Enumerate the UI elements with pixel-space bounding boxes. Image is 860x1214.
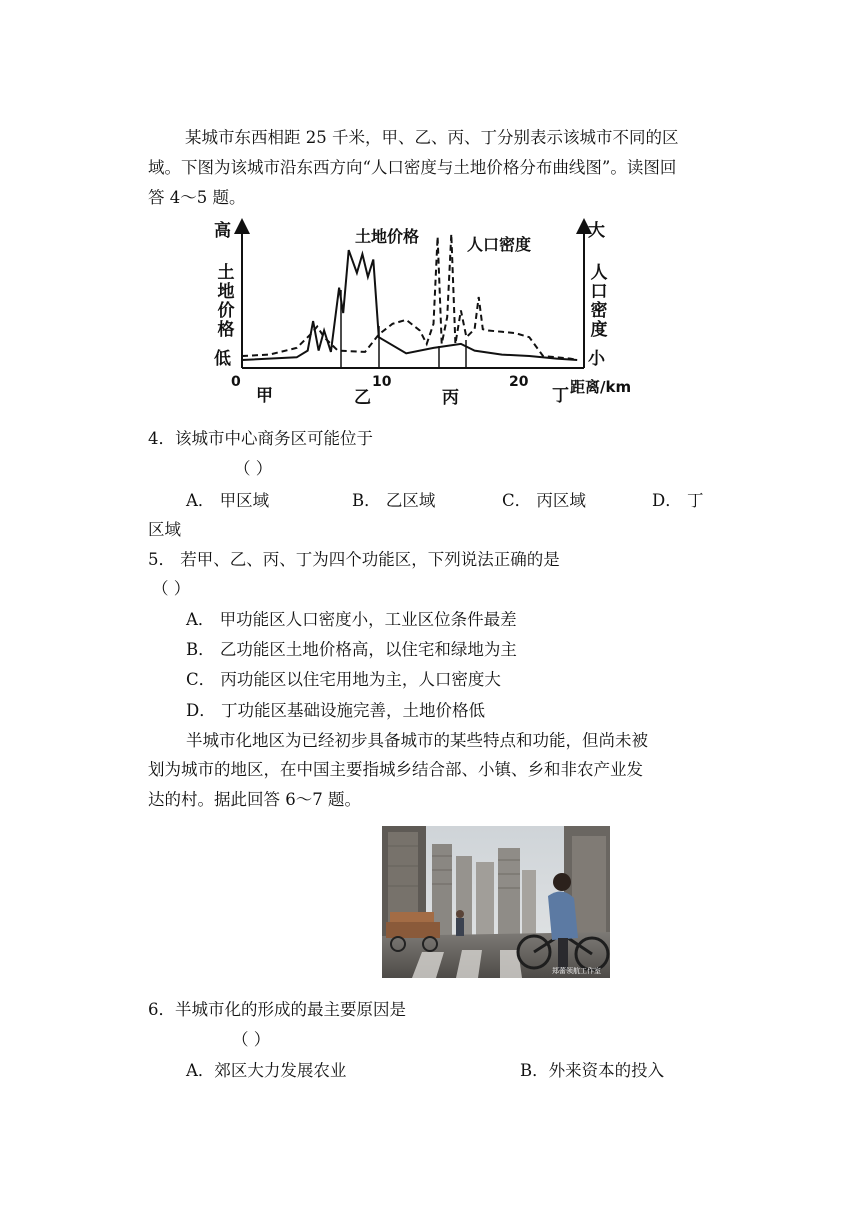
land-price-label: 土地价格 [355, 227, 420, 246]
intro-line-1: 某城市东西相距 25 千米，甲、乙、丙、丁分别表示该城市不同的区 [185, 128, 679, 147]
q6-stem: 6．半城市化的形成的最主要原因是 [148, 1000, 406, 1019]
region-yi: 乙 [354, 388, 371, 408]
q5-option-d: D． 丁功能区基础设施完善，土地价格低 [186, 701, 485, 720]
intro-line-2: 域。下图为该城市沿东西方向“人口密度与土地价格分布曲线图”。读图回 [148, 158, 677, 177]
x-tick-10: 10 [372, 374, 392, 390]
photo-watermark: 郑蕾领航工作室 [552, 967, 601, 975]
q4-option-c: C． 丙区域 [502, 491, 586, 510]
x-tick-0: 0 [231, 374, 241, 390]
region-jia: 甲 [256, 386, 273, 406]
land-price-line [242, 250, 577, 360]
intro2-line-3: 达的村。据此回答 6～7 题。 [148, 790, 361, 809]
q6-option-b: B．外来资本的投入 [520, 1061, 665, 1080]
left-axis-bottom: 低 [214, 349, 231, 369]
q6-bracket: （ ） [232, 1030, 271, 1049]
intro2-line-1: 半城市化地区为已经初步具备城市的某些特点和功能，但尚未被 [186, 731, 648, 750]
q4-option-a: A． 甲区域 [186, 491, 270, 510]
q5-option-c: C． 丙功能区以住宅用地为主，人口密度大 [186, 670, 501, 689]
right-axis-title: 人口密度 [590, 263, 608, 340]
x-axis-title: 距离/km [570, 378, 632, 396]
x-tick-20: 20 [509, 374, 529, 390]
q4-bracket: （ ） [234, 459, 273, 478]
intro-line-3: 答 4～5 题。 [148, 188, 246, 207]
right-axis-bottom: 小 [588, 349, 605, 369]
q6-option-a: A．郊区大力发展农业 [186, 1061, 347, 1080]
left-axis-title: 土地价格 [217, 263, 235, 340]
street-photo [382, 826, 610, 978]
region-ding: 丁 [552, 386, 569, 406]
right-axis-top: 大 [588, 221, 605, 241]
intro2-line-2: 划为城市的地区，在中国主要指城乡结合部、小镇、乡和非农产业发 [148, 760, 643, 779]
q4-option-d: D． 丁 [652, 491, 704, 510]
q5-option-a: A． 甲功能区人口密度小，工业区位条件最差 [186, 610, 517, 629]
q4-stem: 4．该城市中心商务区可能位于 [148, 429, 373, 448]
q5-stem: 5． 若甲、乙、丙、丁为四个功能区，下列说法正确的是 [148, 550, 560, 569]
q4-option-b: B． 乙区域 [352, 491, 436, 510]
q5-option-b: B． 乙功能区土地价格高，以住宅和绿地为主 [186, 640, 517, 659]
population-density-label: 人口密度 [467, 235, 532, 254]
left-axis-top: 高 [214, 221, 231, 241]
q4-option-d-wrap: 区域 [148, 520, 181, 539]
q5-bracket: （ ） [152, 579, 191, 598]
region-bing: 丙 [442, 388, 459, 408]
land-price-population-chart [212, 218, 642, 408]
